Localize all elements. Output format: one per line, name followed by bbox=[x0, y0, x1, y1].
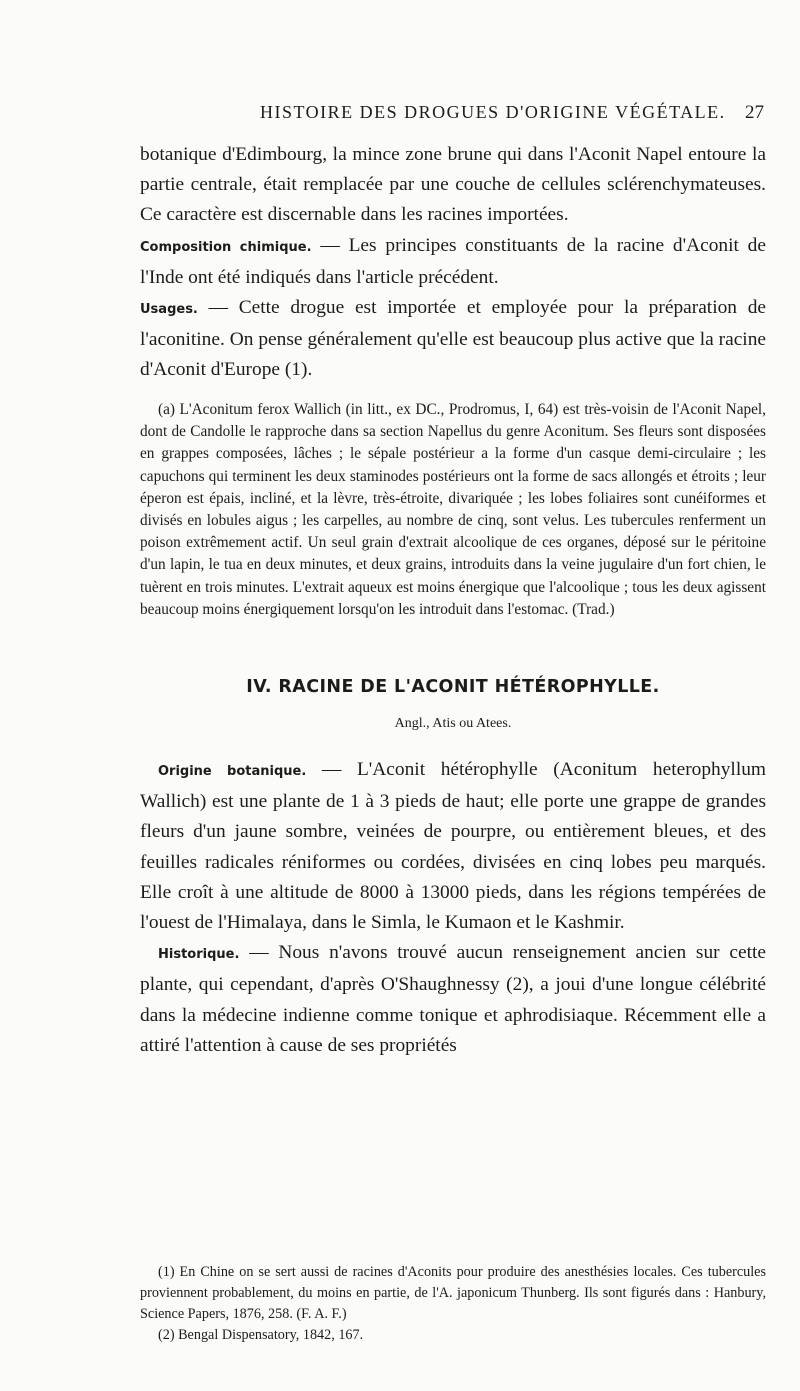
translator-note-text: (a) L'Aconitum ferox Wallich (in litt., ex DC., Prodromus, I, 64) est très-voisin de l'Aconit Napel, dont de Candolle le rapproche dans sa section Napellus du genre Aconitum. Ses fleurs sont disposées en grappes composées, lâches ; le sépale postérieur a la forme d'un casque demi-circulaire ; les capuchons qui terminent les deux staminodes postérieurs ont la forme de sacs allongés et étroits ; leur éperon est épais, incliné, et la lèvre, très-étroite, divariquée ; les lobes foliaires sont cunéiformes et divisés en lobules aigus ; les carpelles, au nombre de cinq, sont velus. Les tubercules renferment un poison extrêmement actif. Un seul grain d'extrait alcoolique de ces organes, déposé sur le péritoine d'un lapin, le tua en deux minutes, et deux grains, introduits dans la veine jugulaire d'un fort chien, le tuèrent en trois minutes. L'extrait aqueux est moins énergique que l'alcoolique ; tous les deux agissent beaucoup moins énergiquement lorsqu'on les introduit dans l'estomac. (Trad.) bbox=[140, 401, 766, 618]
usages-paragraph bbox=[140, 293, 766, 386]
history-label: Historique. bbox=[158, 947, 240, 963]
main-block bbox=[140, 755, 766, 1061]
intro-paragraph: botanique d'Edimbourg, la mince zone brune qui dans l'Aconit Napel entoure la partie centrale, était remplacée par une couche de cellules sclérenchymateuses. Ce caractère est discernable dans les racines importées. bbox=[140, 144, 766, 226]
footnote-2: (2) Bengal Dispensatory, 1842, 167. bbox=[158, 1327, 364, 1343]
running-header bbox=[120, 102, 800, 126]
translator-note bbox=[140, 399, 766, 621]
usages-label: Usages. bbox=[140, 302, 198, 318]
origin-text: — L'Aconit hétérophylle (Aconitum heterophyllum Wallich) est une plante de 1 à 3 pieds de haut; elle porte une grappe de grandes fleurs d'un jaune sombre, veinées de pourpre, ou entièrement bleues, et des feuilles radicales réniformes ou cordées, divisées en cinq lobes peu marqués. Elle croît à une altitude de 8000 à 13000 pieds, dans les régions tempérées de l'ouest de l'Himalaya, dans le Simla, le Kumaon et le Kashmir. bbox=[140, 759, 766, 934]
composition-paragraph bbox=[140, 231, 766, 293]
composition-text: — Les principes constituants de la racine d'Aconit de l'Inde ont été indiqués dans l'article précédent. bbox=[140, 234, 766, 288]
section-heading: IV. RACINE DE L'ACONIT HÉTÉROPHYLLE. bbox=[246, 677, 660, 697]
footnote-1: (1) En Chine on se sert aussi de racines d'Aconits pour produire des anesthésies locales. Ces tubercules proviennent probablement, du moins en partie, de l'A. japonicum Thunberg. Ils sont figurés dans : Hanbury, Science Papers, 1876, 258. (F. A. F.) bbox=[140, 1264, 766, 1322]
section-synonyms: Angl., Atis ou Atees. bbox=[394, 716, 512, 731]
footnotes bbox=[140, 1262, 766, 1346]
origin-paragraph bbox=[140, 755, 766, 938]
usages-text: — Cette drogue est importée et employée pour la préparation de l'aconitine. On pense généralement qu'elle est beaucoup plus active que la racine d'Aconit d'Europe (1). bbox=[140, 297, 766, 381]
history-paragraph bbox=[140, 938, 766, 1061]
origin-label: Origine botanique. bbox=[158, 764, 307, 779]
running-title: HISTOIRE DES DROGUES D'ORIGINE VÉGÉTALE. bbox=[260, 102, 726, 122]
intro-block bbox=[140, 140, 766, 386]
page-number: 27 bbox=[745, 102, 764, 123]
composition-label: Composition chimique. bbox=[140, 239, 312, 255]
history-text: — Nous n'avons trouvé aucun renseignement ancien sur cette plante, qui cependant, d'après O'Shaughnessy (2), a joui d'une longue célébrité dans la médecine indienne comme tonique et aphrodisiaque. Récemment elle a attiré l'attention à cause de ses propriétés bbox=[140, 942, 766, 1056]
